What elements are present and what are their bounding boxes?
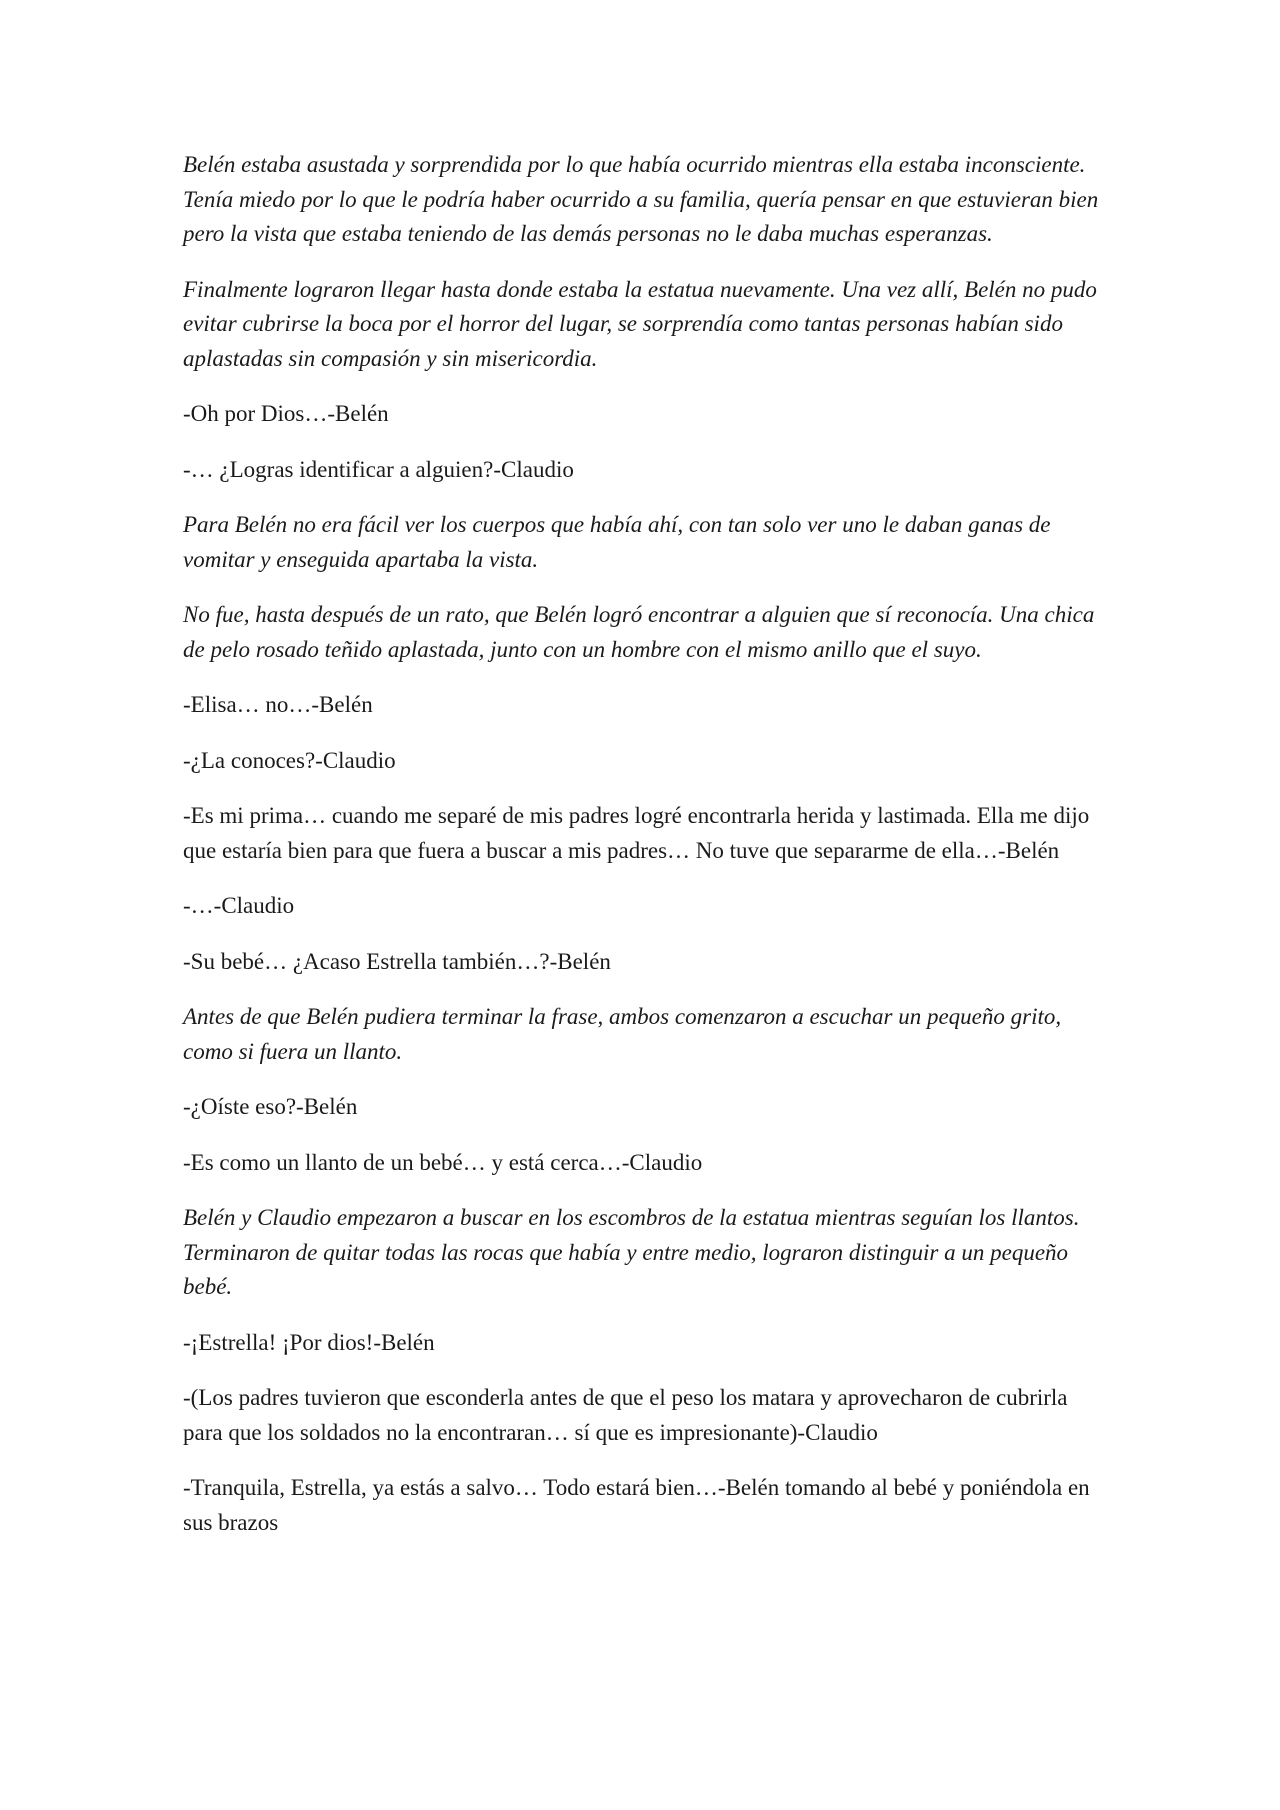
narration-paragraph: Finalmente lograron llegar hasta donde estaba la estatua nuevamente. Una vez allí, Belén no pudo evitar cubrirse la boca por el horror del lugar, se sorprendía como tantas personas habían sido aplastadas sin compasión y sin misericordia. xyxy=(183,276,1097,371)
dialogue-line: -…-Claudio xyxy=(183,893,295,918)
dialogue-line: -Oh por Dios…-Belén xyxy=(183,401,389,426)
dialogue-line: -(Los padres tuvieron que esconderla antes de que el peso los matara y aprovecharon de cubrirla para que los soldados no la encontraran… sí que es impresionante)-Claudio xyxy=(183,1385,1068,1445)
dialogue-line: -¿Oíste eso?-Belén xyxy=(183,1094,358,1119)
narration-paragraph: Belén estaba asustada y sorprendida por lo que había ocurrido mientras ella estaba inconsciente. Tenía miedo por lo que le podría haber ocurrido a su familia, quería pensar en que estuvieran bien pero la vista que estaba teniendo de las demás personas no le daba muchas esperanzas. xyxy=(183,152,1099,246)
document-body xyxy=(183,148,1103,1561)
narration-paragraph: No fue, hasta después de un rato, que Belén logró encontrar a alguien que sí reconocía. Una chica de pelo rosado teñido aplastada, junto con un hombre con el mismo anillo que el suyo. xyxy=(183,602,1095,662)
narration-paragraph: Antes de que Belén pudiera terminar la frase, ambos comenzaron a escuchar un pequeño grito, como si fuera un llanto. xyxy=(183,1004,1062,1064)
dialogue-line: -Tranquila, Estrella, ya estás a salvo… Todo estará bien…-Belén tomando al bebé y poniéndola en sus brazos xyxy=(183,1475,1090,1535)
dialogue-line: -Es como un llanto de un bebé… y está cerca…-Claudio xyxy=(183,1149,703,1175)
dialogue-line: -¡Estrella! ¡Por dios!-Belén xyxy=(183,1329,435,1355)
dialogue-line: -Su bebé… ¿Acaso Estrella también…?-Belén xyxy=(183,948,611,974)
narration-paragraph: Para Belén no era fácil ver los cuerpos que había ahí, con tan solo ver uno le daban ganas de vomitar y enseguida apartaba la vista. xyxy=(183,512,1051,572)
dialogue-line: -¿La conoces?-Claudio xyxy=(183,747,396,773)
dialogue-line: -Elisa… no…-Belén xyxy=(183,692,373,717)
dialogue-line: -Es mi prima… cuando me separé de mis padres logré encontrarla herida y lastimada. Ella me dijo que estaría bien para que fuera a buscar a mis padres… No tuve que separarme de ella…-Belén xyxy=(183,803,1090,863)
dialogue-line: -… ¿Logras identificar a alguien?-Claudio xyxy=(183,456,574,482)
narration-paragraph: Belén y Claudio empezaron a buscar en los escombros de la estatua mientras seguían los llantos. Terminaron de quitar todas las rocas que había y entre medio, lograron distinguir a un pequeño bebé. xyxy=(183,1205,1080,1299)
